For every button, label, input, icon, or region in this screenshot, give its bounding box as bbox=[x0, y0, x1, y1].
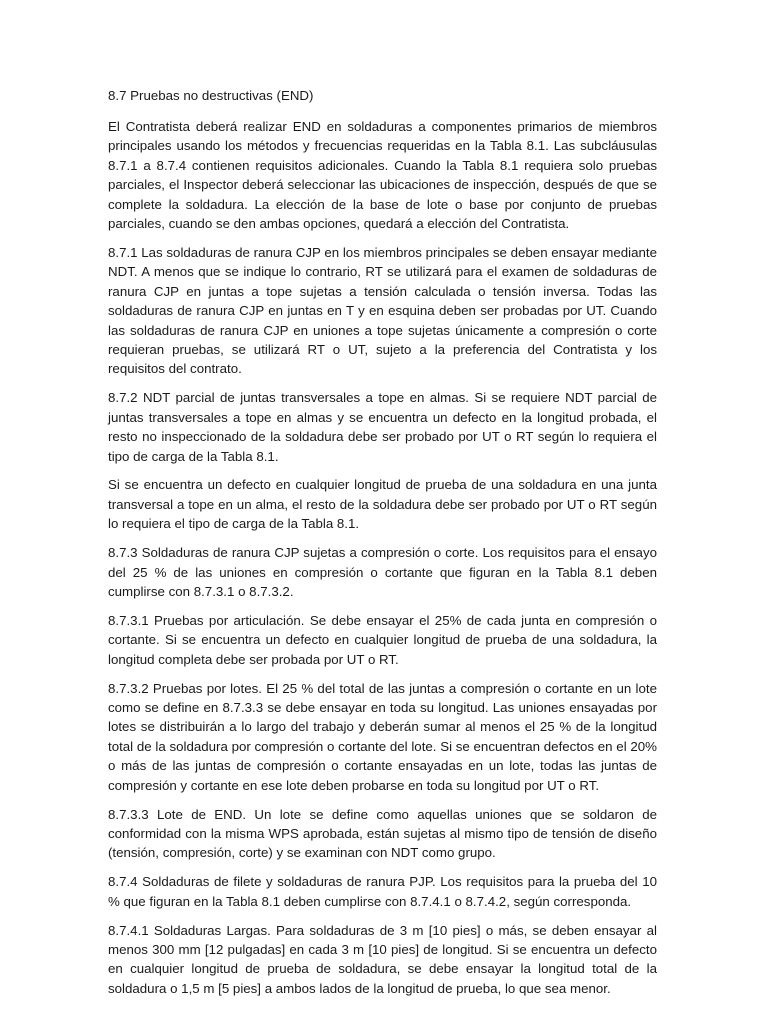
paragraph-8-7-2-defect: Si se encuentra un defecto en cualquier longitud de prueba de una soldadura en una junta transversal a tope en un alma, el resto de la soldadura debe ser probado por UT o RT según lo requiera el tipo de carga de la Tabla 8.1. bbox=[108, 477, 657, 532]
section-heading: 8.7 Pruebas no destructivas (END) bbox=[108, 88, 314, 103]
paragraph-8-7-3: 8.7.3 Soldaduras de ranura CJP sujetas a compresión o corte. Los requisitos para el ensayo del 25 % de las uniones en compresión o cortante que figuran en la Tabla 8.1 deben cumplirse con 8.7.3.1 o 8.7.3.2. bbox=[108, 545, 657, 599]
paragraph-8-7-3-3: 8.7.3.3 Lote de END. Un lote se define como aquellas uniones que se soldaron de conformidad con la misma WPS aprobada, están sujetas al mismo tipo de tensión de diseño (tensión, compresión, corte) y se examinan con NDT como grupo. bbox=[108, 806, 657, 861]
paragraph-8-7-2: 8.7.2 NDT parcial de juntas transversales a tope en almas. Si se requiere NDT parcial de juntas transversales a tope en almas y se encuentra un defecto en la longitud probada, el resto no inspeccionado de la soldadura debe ser probado por UT o RT según lo requiera el tipo de carga de la Tabla 8.1. bbox=[108, 390, 657, 464]
paragraph-8-7-3-1: 8.7.3.1 Pruebas por articulación. Se debe ensayar el 25% de cada junta en compresión o cortante. Si se encuentra un defecto en cualquier longitud de prueba de una soldadura, la longitud completa debe ser probada por UT o RT. bbox=[108, 612, 657, 667]
document-page bbox=[108, 86, 657, 1008]
paragraph-8-7-4: 8.7.4 Soldaduras de filete y soldaduras de ranura PJP. Los requisitos para la prueba del 10 % que figuran en la Tabla 8.1 deben cumplirse con 8.7.4.1 o 8.7.4.2, según corresponda. bbox=[108, 874, 657, 909]
paragraph-8-7-4-1: 8.7.4.1 Soldaduras Largas. Para soldaduras de 3 m [10 pies] o más, se deben ensayar al menos 300 mm [12 pulgadas] en cada 3 m [10 pies] de longitud. Si se encuentra un defecto en cualquier longitud de prueba de soldadura, se debe ensayar la longitud total de la soldadura o 1,5 m [5 pies] a ambos lados de la longitud de prueba, lo que sea menor. bbox=[108, 922, 657, 996]
paragraph-intro: El Contratista deberá realizar END en soldaduras a componentes primarios de miembros principales usando los métodos y frecuencias requeridas en la Tabla 8.1. Las subcláusulas 8.7.1 a 8.7.4 contienen requisitos adicionales. Cuando la Tabla 8.1 requiera solo pruebas parciales, el Inspector deberá seleccionar las ubicaciones de inspección, después de que se complete la soldadura. La elección de la base de lote o base por conjunto de pruebas parciales, cuando se den ambas opciones, quedará a elección del Contratista. bbox=[108, 119, 657, 232]
paragraph-8-7-3-2: 8.7.3.2 Pruebas por lotes. El 25 % del total de las juntas a compresión o cortante en un lote como se define en 8.7.3.3 se debe ensayar en toda su longitud. Las uniones ensayadas por lotes se distribuirán a lo largo del trabajo y deberán sumar al menos el 25 % de la longitud total de la soldadura por compresión o cortante del lote. Si se encuentran defectos en el 20% o más de las juntas de compresión o cortante ensayadas en un lote, todas las juntas de compresión y cortante en ese lote deben probarse en toda su longitud por UT o RT. bbox=[108, 680, 657, 793]
paragraph-8-7-1: 8.7.1 Las soldaduras de ranura CJP en los miembros principales se deben ensayar mediante NDT. A menos que se indique lo contrario, RT se utilizará para el examen de soldaduras de ranura CJP en juntas a tope sujetas a tensión calculada o tensión inversa. Todas las soldaduras de ranura CJP en juntas en T y en esquina deben ser probadas por UT. Cuando las soldaduras de ranura CJP en uniones a tope sujetas únicamente a compresión o corte requieran pruebas, se utilizará RT o UT, sujeto a la preferencia del Contratista y los requisitos del contrato. bbox=[108, 244, 657, 377]
